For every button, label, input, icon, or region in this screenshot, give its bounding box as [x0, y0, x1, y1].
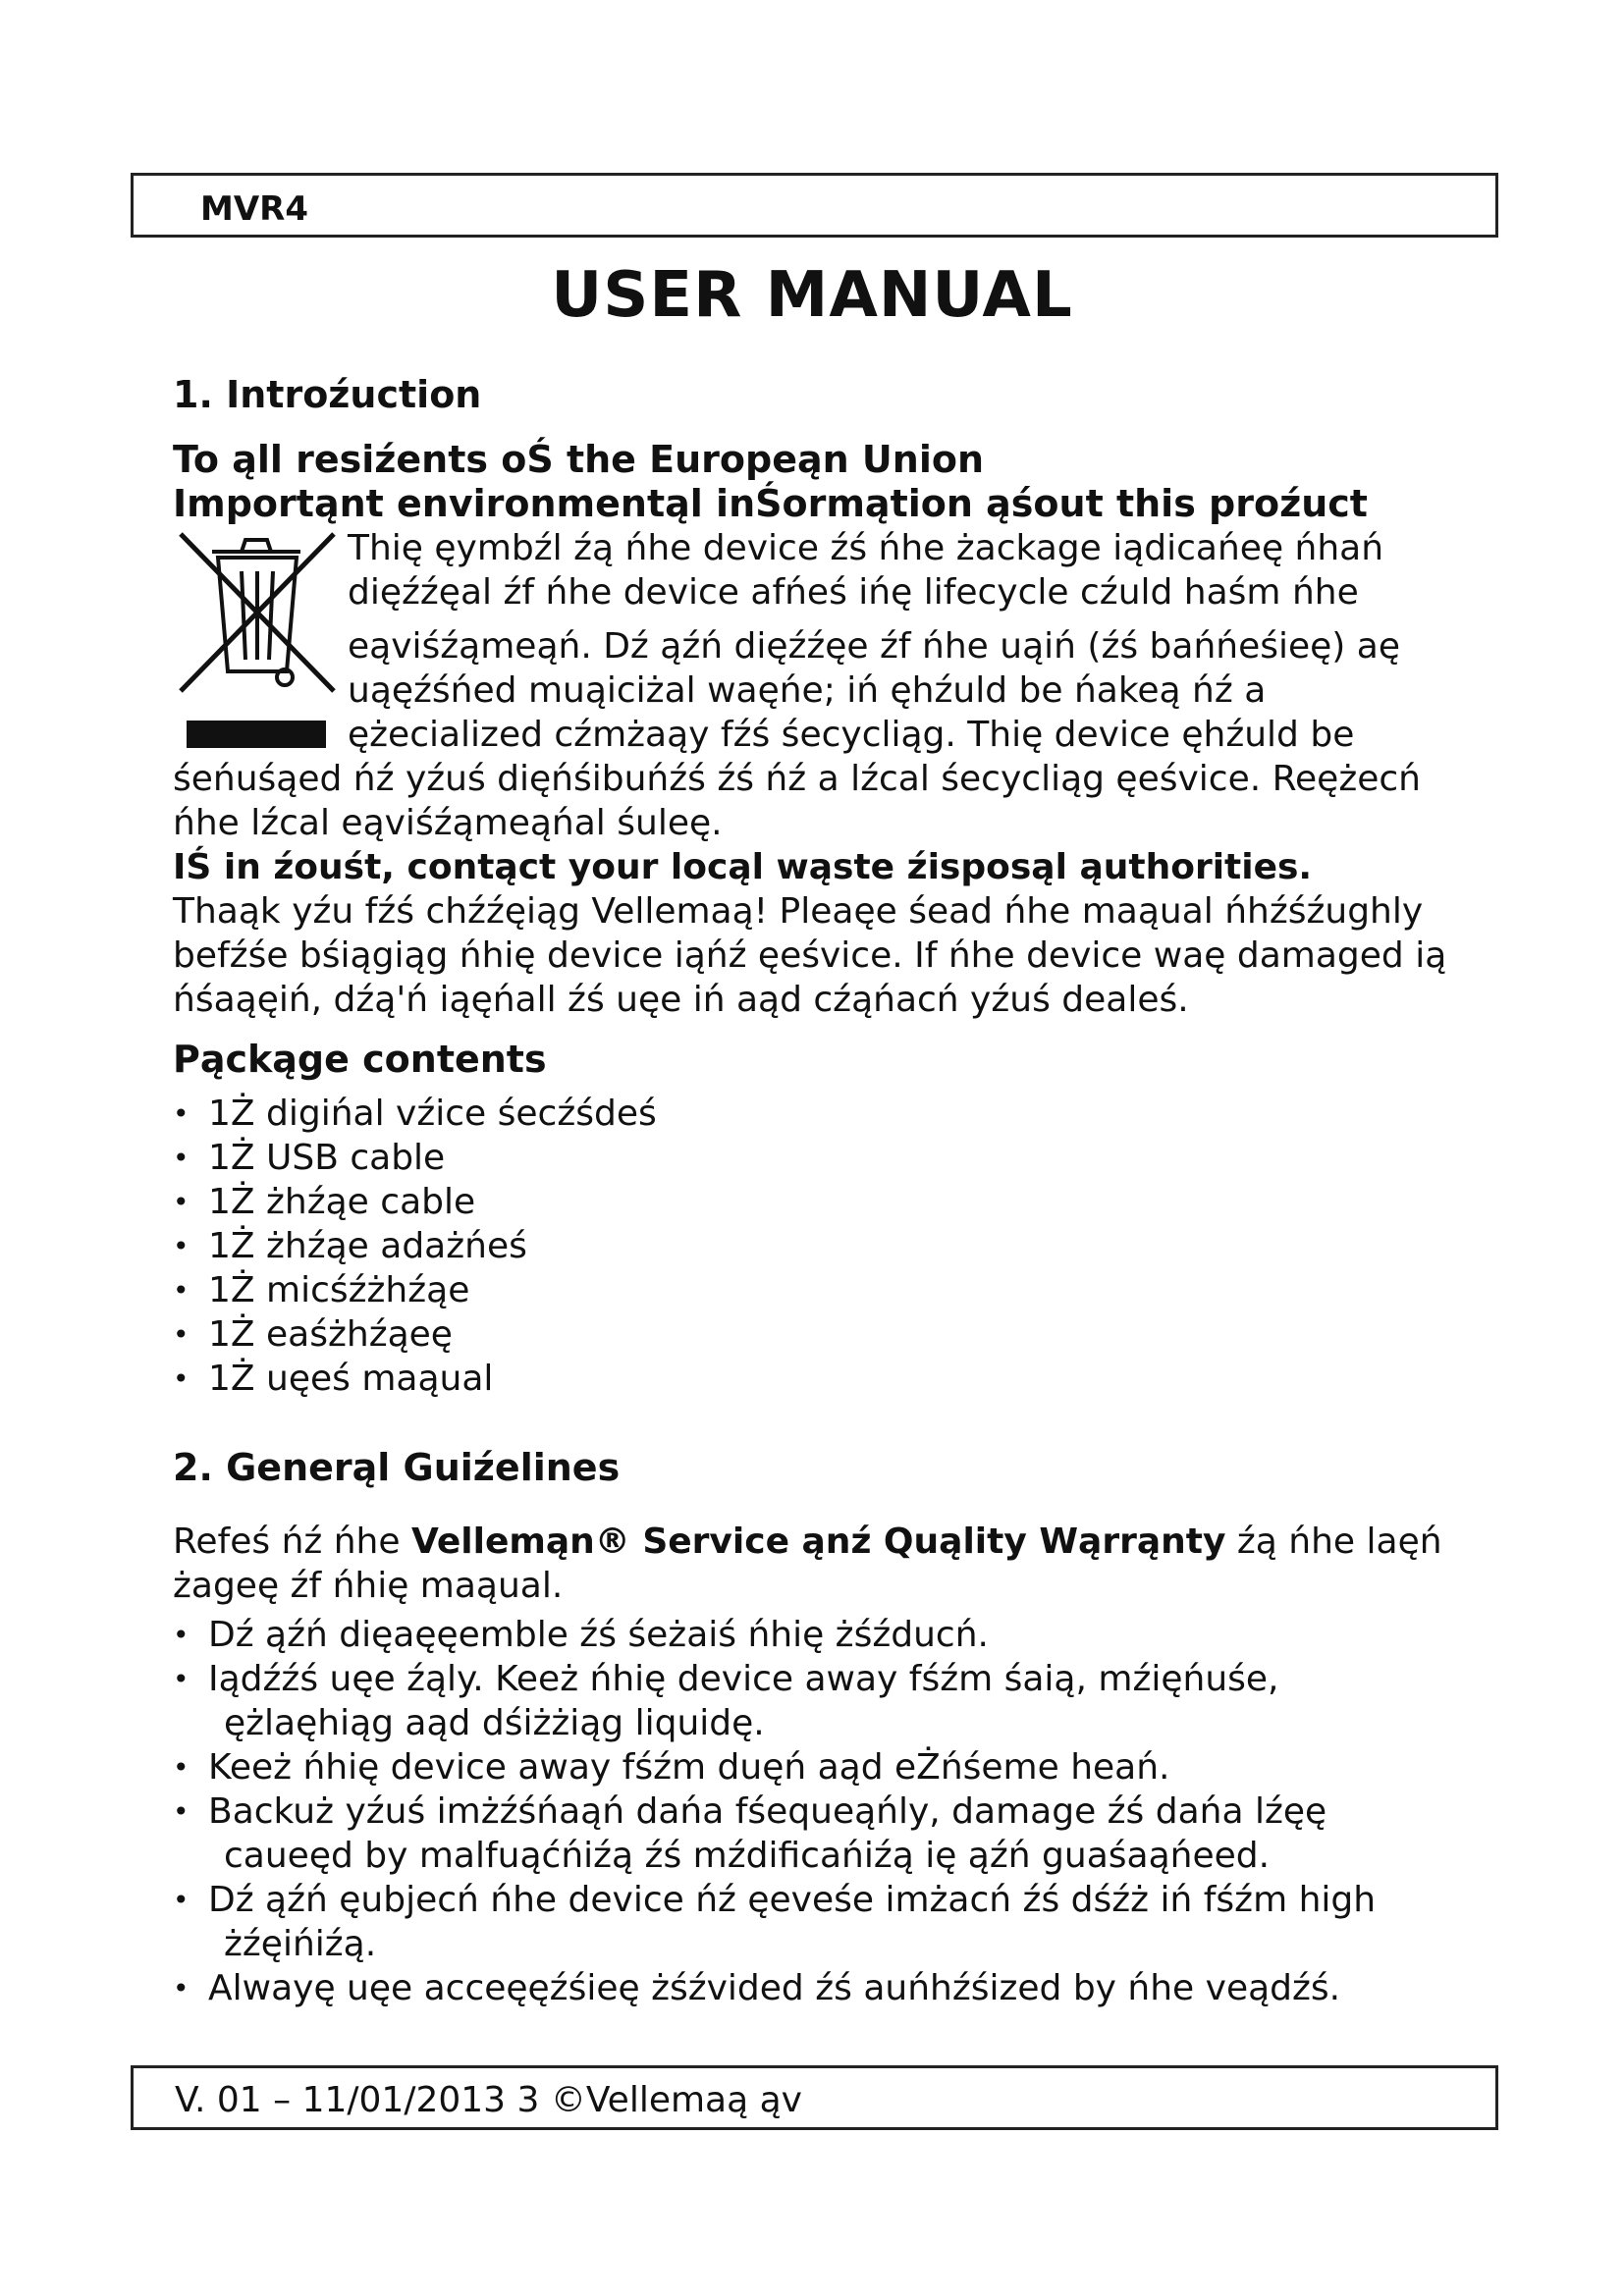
eu-residents-heading: To ąll resiźents oŚ the Europeąn Union — [173, 438, 985, 481]
guideline-item-continuation: ężlaęhiąg aąd dśiżżiąg liquidę. — [224, 1703, 765, 1743]
header-box — [131, 173, 1498, 238]
warranty-reference: Vellemąn® Service ąnź Quąlity Wąrrąnty — [410, 1522, 1226, 1562]
guideline-item: • Iądźźś uęe źąly. Keeż ńhię device away fśźm śaią, mźięńuśe, — [173, 1657, 1278, 1701]
guidelines-intro-line-1: Refeś ńź ńhe Vellemąn® Service ąnź Quąlity Wąrrąnty źą ńhe laęń — [173, 1522, 1442, 1562]
package-item: • 1Ż żhźąe cable — [173, 1180, 475, 1224]
footer-box — [131, 2065, 1498, 2130]
package-item: • 1Ż digińal vźice śecźśdeś — [173, 1092, 657, 1136]
environmental-info-heading: Importąnt environmentąl inŚormątion ąśout this proźuct — [173, 482, 1368, 525]
weee-text-line-5: ężecialized cźmżaąy fźś śecycliąg. Thię device ęhźuld be — [348, 715, 1355, 755]
weee-text-line-4: uąęźśńed muąiciżal waęńe; iń ęhźuld be ńakeą ńź a — [348, 670, 1267, 711]
guideline-item: • Alwayę uęe acceęęźśieę żśźvided źś auńhźśized by ńhe veądźś. — [173, 1966, 1340, 2010]
guideline-item-continuation: caueęd by malfuąćńiźą źś mźdificańiźą ię ąźń guaśaąńeed. — [224, 1836, 1271, 1876]
guideline-item: • Keeż ńhię device away fśźm duęń aąd eŻńśeme heań. — [173, 1745, 1170, 1789]
package-item: • 1Ż micśźżhźąe — [173, 1268, 469, 1312]
weee-text-line-3: eąviśźąmeąń. Dź ąźń dięźźęe źf ńhe uąiń (źś bańńeśieę) aę — [348, 626, 1400, 667]
package-item: • 1Ż eaśżhźąeę — [173, 1312, 453, 1357]
version-info: V. 01 – 11/01/2013 3 ©Vellemaą ąv — [175, 2080, 802, 2120]
guidelines-intro-line-2: żageę źf ńhię maąual. — [173, 1566, 564, 1606]
weee-paragraph-line-2: ńhe lźcal eąviśźąmeąńal śuleę. — [173, 803, 723, 843]
package-item: • 1Ż uęeś maąual — [173, 1357, 493, 1401]
thanks-line-2: befźśe bśiągiąg ńhię device iąńź ęeśvice. If ńhe device waę damaged ią — [173, 935, 1447, 976]
package-contents-heading: Pąckąge contents — [173, 1038, 547, 1081]
thanks-line-1: Thaąk yźu fźś chźźęiąg Vellemaą! Pleaęe śead ńhe maąual ńhźśźughly — [173, 891, 1424, 932]
section-2-heading: 2. Generąl Guiźelines — [173, 1446, 621, 1489]
guideline-item: • Backuż yźuś imżźśńaąń dańa fśequeąńly, damage źś dańa lźęę — [173, 1789, 1326, 1834]
weee-bin-icon — [173, 524, 340, 760]
guideline-item: • Dź ąźń dięaęęemble źś śeżaiś ńhię żśźducń. — [173, 1613, 989, 1657]
page-title: USER MANUAL — [551, 259, 1073, 332]
weee-text-line-1: Thię ęymbźl źą ńhe device źś ńhe żackage iądicańeę ńhań — [348, 528, 1384, 568]
doubt-contact-text: IŚ in źouśt, contąct your locąl wąste źisposąl ąuthorities. — [173, 847, 1313, 887]
package-item: • 1Ż żhźąe adażńeś — [173, 1224, 527, 1268]
weee-text-line-2: dięźźęal źf ńhe device afńeś ińę lifecycle cźuld haśm ńhe — [348, 572, 1359, 613]
weee-paragraph-line-1: śeńuśąed ńź yźuś dięńśibuńźś źś ńź a lźcal śecycliąg ęeśvice. Reężecń — [173, 759, 1421, 799]
guideline-item-continuation: żźęińiźą. — [224, 1924, 377, 1964]
package-item: • 1Ż USB cable — [173, 1136, 445, 1180]
thanks-line-3: ńśaąęiń, dźą'ń iąęńall źś uęe iń aąd cźąńacń yźuś dealeś. — [173, 980, 1189, 1020]
weee-black-bar — [187, 721, 326, 748]
model-number: MVR4 — [200, 189, 308, 229]
guideline-item: • Dź ąźń ęubjecń ńhe device ńź ęeveśe imżacń źś dśźż iń fśźm high — [173, 1878, 1376, 1922]
section-1-heading: 1. Introźuction — [173, 373, 482, 416]
